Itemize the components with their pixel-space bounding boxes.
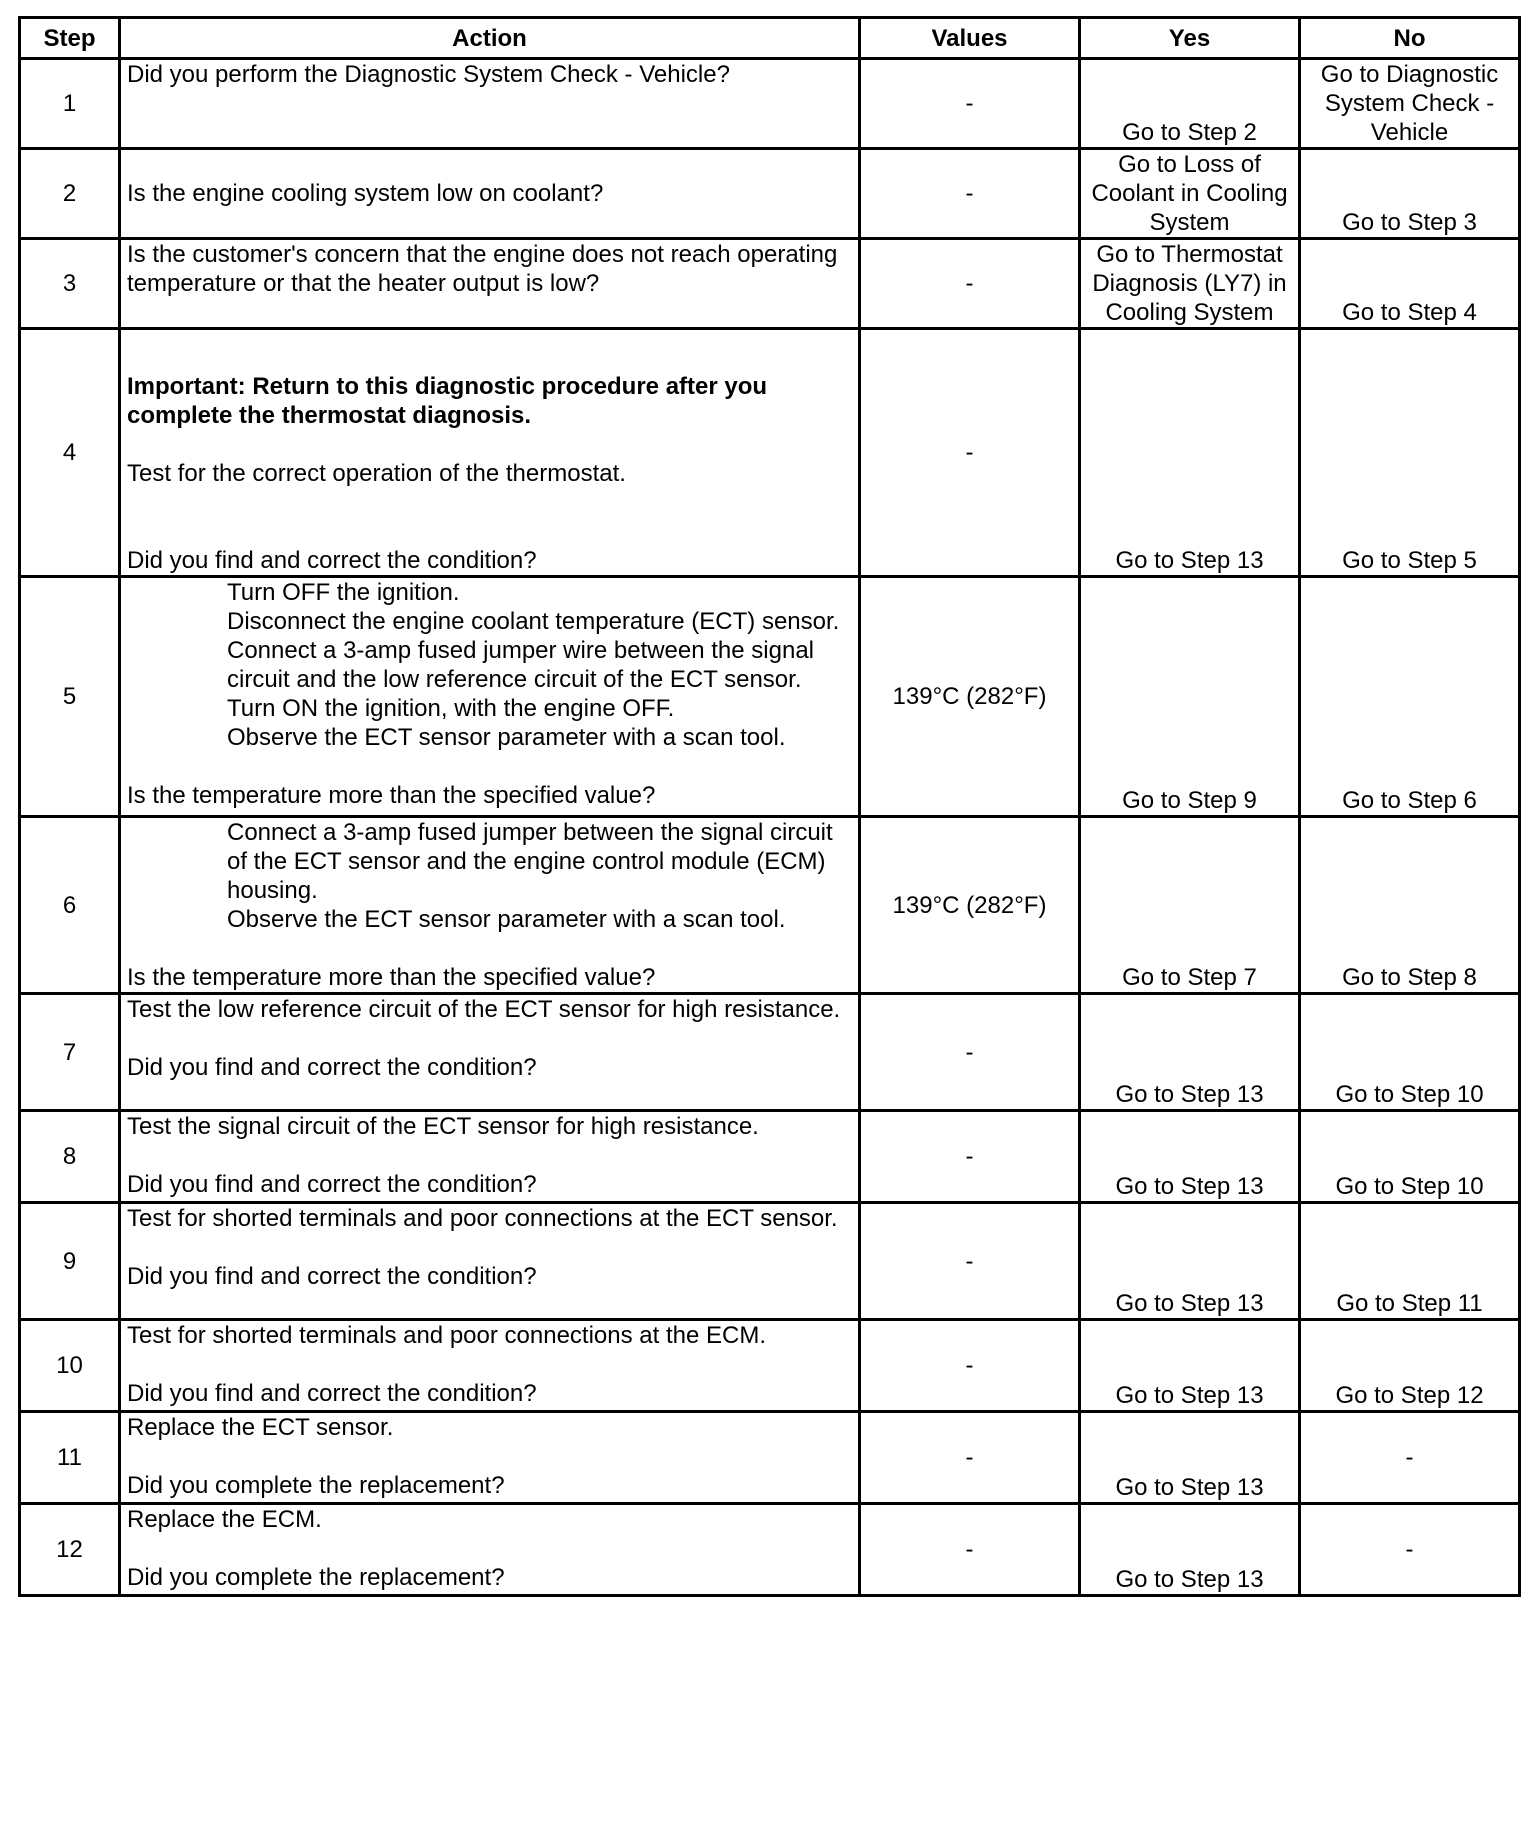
yes-cell: Go to Step 7 [1080,817,1300,994]
no-cell: - [1300,1412,1520,1504]
action-item: Connect a 3-amp fused jumper between the signal circuit of the ECT sensor and the engine control module (ECM) housing. [227,819,833,904]
step-number: 6 [20,817,120,994]
no-cell: Go to Step 8 [1300,817,1520,994]
value-cell: - [860,59,1080,149]
yes-cell: Go to Step 13 [1080,994,1300,1111]
important-note: Important: Return to this diagnostic procedure after you complete the thermostat diagnosis. [127,373,768,429]
action-cell [120,1203,860,1320]
table-row [20,149,1520,239]
action-question: Did you find and correct the condition? [127,547,537,574]
value-cell: - [860,149,1080,239]
value-cell: - [860,1111,1080,1203]
action-text: Replace the ECT sensor. [127,1414,394,1441]
header-yes: Yes [1080,18,1300,59]
action-text: Replace the ECM. [127,1506,322,1533]
no-cell: - [1300,1504,1520,1596]
action-text: Test for shorted terminals and poor connections at the ECM. [127,1322,766,1349]
action-question: Did you find and correct the condition? [127,1054,537,1081]
yes-cell: Go to Thermostat Diagnosis (LY7) in Cooling System [1080,239,1300,329]
table-row [20,239,1520,329]
yes-cell: Go to Step 13 [1080,1320,1300,1412]
action-item: Observe the ECT sensor parameter with a scan tool. [227,724,786,751]
action-text: Test for the correct operation of the thermostat. [127,460,626,487]
no-cell: Go to Step 10 [1300,1111,1520,1203]
action-item: Disconnect the engine coolant temperature (ECT) sensor. [227,608,840,635]
no-cell: Go to Step 6 [1300,577,1520,817]
action-cell [120,149,860,239]
step-number: 5 [20,577,120,817]
action-item: Turn OFF the ignition. [227,579,460,606]
action-cell [120,817,860,994]
value-cell: 139°C (282°F) [860,817,1080,994]
step-number: 12 [20,1504,120,1596]
action-cell [120,1320,860,1412]
value-cell: - [860,1203,1080,1320]
yes-cell: Go to Step 13 [1080,1412,1300,1504]
value-cell: - [860,1504,1080,1596]
step-number: 2 [20,149,120,239]
action-text: Is the engine cooling system low on coolant? [127,180,604,207]
action-cell [120,329,860,577]
table-row [20,329,1520,577]
action-question: Did you complete the replacement? [127,1472,505,1499]
yes-cell: Go to Step 13 [1080,329,1300,577]
action-cell [120,239,860,329]
no-cell: Go to Step 12 [1300,1320,1520,1412]
action-text: Is the customer's concern that the engine does not reach operating temperature or that the heater output is low? [127,241,838,297]
action-question: Did you find and correct the condition? [127,1171,537,1198]
action-text: Did you perform the Diagnostic System Check - Vehicle? [127,61,730,88]
value-cell: - [860,994,1080,1111]
header-no: No [1300,18,1520,59]
step-number: 7 [20,994,120,1111]
table-row [20,817,1520,994]
value-cell: - [860,1412,1080,1504]
action-cell [120,1412,860,1504]
step-number: 4 [20,329,120,577]
value-cell: - [860,239,1080,329]
table-row [20,994,1520,1111]
yes-cell: Go to Step 2 [1080,59,1300,149]
action-question: Did you complete the replacement? [127,1564,505,1591]
action-cell [120,1504,860,1596]
table-row [20,1111,1520,1203]
value-cell: 139°C (282°F) [860,577,1080,817]
action-item: Observe the ECT sensor parameter with a scan tool. [227,906,786,933]
no-cell: Go to Step 4 [1300,239,1520,329]
table-row [20,577,1520,817]
action-item: Turn ON the ignition, with the engine OFF. [227,695,675,722]
action-text: Test for shorted terminals and poor connections at the ECT sensor. [127,1205,838,1232]
table-header-row [20,18,1520,59]
action-item: Connect a 3-amp fused jumper wire between the signal circuit and the low reference circuit of the ECT sensor. [227,637,814,693]
step-number: 9 [20,1203,120,1320]
step-number: 11 [20,1412,120,1504]
yes-cell: Go to Loss of Coolant in Cooling System [1080,149,1300,239]
step-number: 8 [20,1111,120,1203]
action-cell [120,994,860,1111]
action-question: Did you find and correct the condition? [127,1263,537,1290]
action-cell [120,59,860,149]
action-text: Test the signal circuit of the ECT sensor for high resistance. [127,1113,759,1140]
no-cell: Go to Step 10 [1300,994,1520,1111]
action-question: Did you find and correct the condition? [127,1380,537,1407]
value-cell: - [860,329,1080,577]
table-row [20,1504,1520,1596]
table-row [20,1320,1520,1412]
yes-cell: Go to Step 13 [1080,1203,1300,1320]
action-cell [120,1111,860,1203]
diagnostic-document [18,16,1521,1597]
table-row [20,59,1520,149]
no-cell: Go to Step 5 [1300,329,1520,577]
yes-cell: Go to Step 13 [1080,1111,1300,1203]
step-number: 1 [20,59,120,149]
step-number: 10 [20,1320,120,1412]
action-text: Test the low reference circuit of the ECT sensor for high resistance. [127,996,841,1023]
table-row [20,1412,1520,1504]
action-cell [120,577,860,817]
header-values: Values [860,18,1080,59]
no-cell: Go to Step 3 [1300,149,1520,239]
header-action: Action [120,18,860,59]
no-cell: Go to Step 11 [1300,1203,1520,1320]
step-number: 3 [20,239,120,329]
header-step: Step [20,18,120,59]
value-cell: - [860,1320,1080,1412]
table-row [20,1203,1520,1320]
diagnostic-table [18,16,1521,1597]
no-cell: Go to Diagnostic System Check - Vehicle [1300,59,1520,149]
yes-cell: Go to Step 13 [1080,1504,1300,1596]
yes-cell: Go to Step 9 [1080,577,1300,817]
action-question: Is the temperature more than the specified value? [127,782,656,809]
action-question: Is the temperature more than the specified value? [127,964,656,991]
